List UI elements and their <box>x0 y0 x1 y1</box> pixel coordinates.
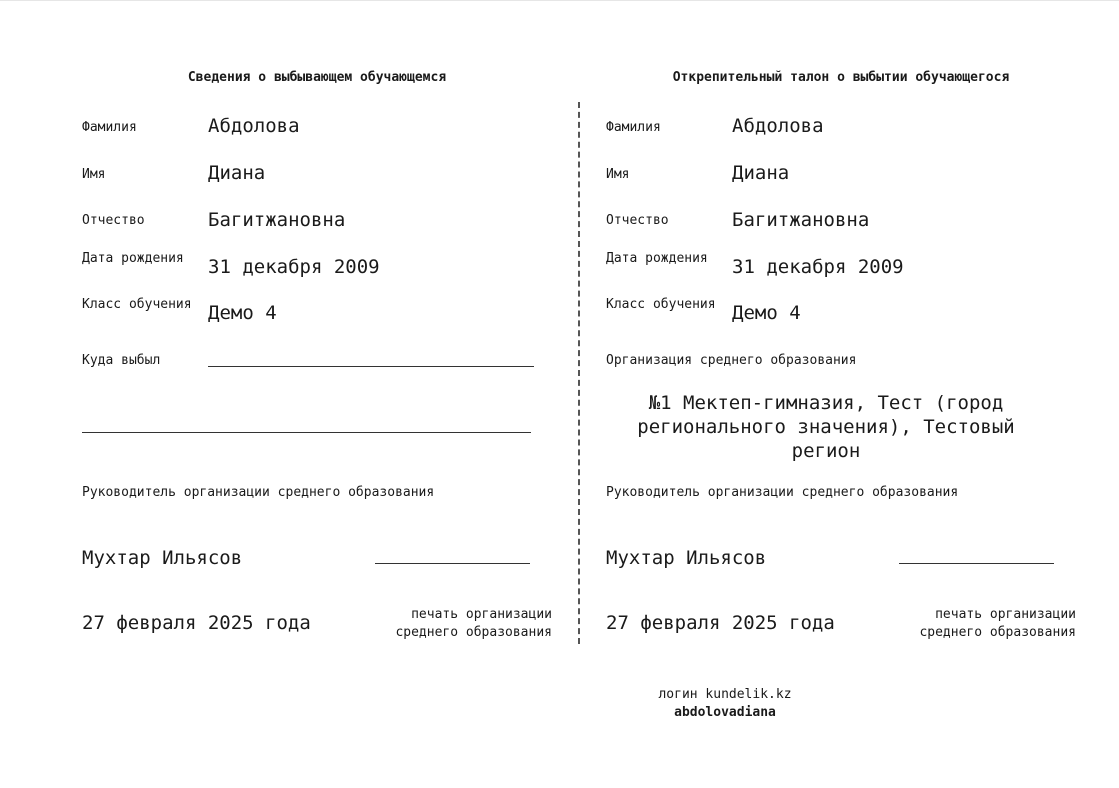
director-label: Руководитель организации среднего образования <box>82 485 435 500</box>
organization-label: Организация среднего образования <box>606 353 857 368</box>
field-label: Имя <box>82 167 106 182</box>
issue-date: 27 февраля 2025 года <box>606 612 835 634</box>
section-title: Сведения о выбывающем обучающемся <box>187 70 447 85</box>
stamp-caption: печать организации среднего образования <box>919 607 1076 640</box>
director-name: Мухтар Ильясов <box>606 547 767 569</box>
field-value: Абдолова <box>732 115 824 137</box>
signature-line <box>899 563 1054 564</box>
field-label: Имя <box>606 167 630 182</box>
field-value: Диана <box>732 162 790 184</box>
section-title: Открепительный талон о выбытии обучающегося <box>672 70 1010 85</box>
login-username: abdolovadiana <box>674 705 776 720</box>
field-value: Багитжановна <box>208 209 346 231</box>
field-value: Диана <box>208 162 266 184</box>
field-value: Багитжановна <box>732 209 870 231</box>
field-label: Класс обучения <box>82 297 192 312</box>
field-value: Демо 4 <box>208 302 277 324</box>
director-name: Мухтар Ильясов <box>82 547 243 569</box>
signature-line <box>375 563 530 564</box>
field-label: Дата рождения <box>82 251 184 266</box>
field-value: Демо 4 <box>732 302 801 324</box>
field-label: Отчество <box>606 213 669 228</box>
departure-info-section <box>82 0 562 660</box>
field-label: Класс обучения <box>606 297 716 312</box>
field-label: Отчество <box>82 213 145 228</box>
field-value: 31 декабря 2009 <box>732 256 904 278</box>
issue-date: 27 февраля 2025 года <box>82 612 311 634</box>
destination-blank-line-2 <box>82 432 531 433</box>
destination-label: Куда выбыл <box>82 353 161 368</box>
organization-name: №1 Мектеп-гимназия, Тест (город регионального значения), Тестовый регион <box>637 392 1015 462</box>
release-slip-section <box>606 0 1086 660</box>
director-label: Руководитель организации среднего образования <box>606 485 959 500</box>
field-label: Фамилия <box>606 120 661 135</box>
destination-blank-line <box>208 366 534 367</box>
field-label: Фамилия <box>82 120 137 135</box>
field-value: 31 декабря 2009 <box>208 256 380 278</box>
login-block <box>560 686 890 722</box>
field-value: Абдолова <box>208 115 300 137</box>
login-label: логин kundelik.kz <box>658 687 792 702</box>
tear-off-divider <box>578 102 580 644</box>
field-label: Дата рождения <box>606 251 708 266</box>
stamp-caption: печать организации среднего образования <box>395 607 552 640</box>
